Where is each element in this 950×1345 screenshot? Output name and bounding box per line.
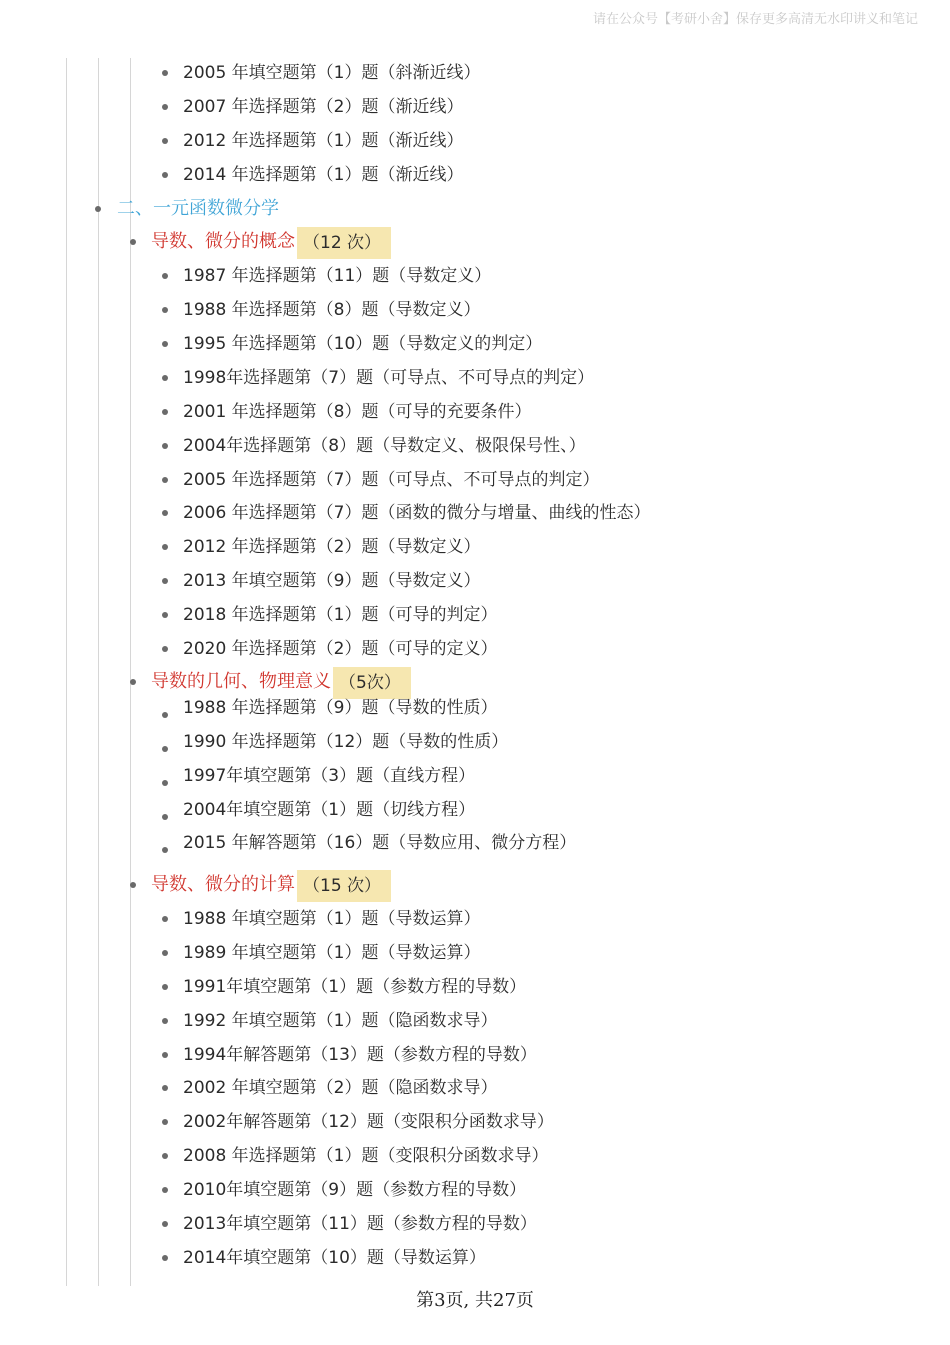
list-item: [183, 1175, 526, 1205]
list-item-text: 2018 年选择题第（1）题（可导的判定）: [183, 605, 498, 625]
bullet-icon: [162, 814, 168, 820]
bullet-icon: [162, 544, 168, 550]
list-item: [183, 1073, 497, 1103]
list-item: [183, 363, 594, 393]
bullet-icon: [162, 341, 168, 347]
bullet-icon: [162, 746, 168, 752]
list-item: [183, 828, 576, 858]
list-item-text: 1992 年填空题第（1）题（隐函数求导）: [183, 1011, 498, 1031]
topic-heading: [151, 870, 391, 900]
list-item-text: 1990 年选择题第（12）题（导数的性质）: [183, 732, 509, 752]
bullet-icon: [162, 510, 168, 516]
list-item-text: 1994年解答题第（13）题（参数方程的导数）: [183, 1045, 537, 1065]
bullet-icon: [162, 1018, 168, 1024]
bullet-icon: [162, 1221, 168, 1227]
bullet-icon: [162, 375, 168, 381]
topic-title: 导数、微分的概念: [151, 231, 295, 252]
list-item: [183, 634, 497, 664]
bullet-icon: [162, 916, 168, 922]
list-item-text: 2010年填空题第（9）题（参数方程的导数）: [183, 1180, 527, 1200]
list-item: [183, 261, 491, 291]
section-heading: [117, 194, 279, 224]
bullet-icon: [162, 1153, 168, 1159]
bullet-icon: [162, 138, 168, 144]
list-item: [183, 1209, 537, 1239]
list-item-text: 1995 年选择题第（10）题（导数定义的判定）: [183, 334, 543, 354]
list-item: [183, 329, 542, 359]
list-item: [183, 1006, 497, 1036]
bullet-icon: [162, 409, 168, 415]
count-badge: （5次）: [333, 667, 411, 699]
list-item: [183, 1243, 486, 1273]
list-item: [183, 532, 480, 562]
list-item-text: 2013 年填空题第（9）题（导数定义）: [183, 571, 481, 591]
bullet-icon: [130, 239, 136, 245]
bullet-icon: [162, 1187, 168, 1193]
list-item-text: 2015 年解答题第（16）题（导数应用、微分方程）: [183, 833, 577, 853]
list-item: [183, 126, 463, 156]
list-item-text: 2006 年选择题第（7）题（函数的微分与增量、曲线的性态）: [183, 503, 651, 523]
bullet-icon: [162, 172, 168, 178]
bullet-icon: [162, 780, 168, 786]
list-item-text: 1991年填空题第（1）题（参数方程的导数）: [183, 977, 527, 997]
bullet-icon: [162, 1255, 168, 1261]
list-item-text: 1989 年填空题第（1）题（导数运算）: [183, 943, 481, 963]
list-item: [183, 431, 586, 461]
section-title: 二、一元函数微分学: [117, 198, 279, 219]
list-item-text: 1998年选择题第（7）题（可导点、不可导点的判定）: [183, 368, 595, 388]
list-item-text: 2007 年选择题第（2）题（渐近线）: [183, 97, 464, 117]
list-item-text: 2012 年选择题第（2）题（导数定义）: [183, 537, 481, 557]
list-item-text: 2008 年选择题第（1）题（变限积分函数求导）: [183, 1146, 549, 1166]
bullet-icon: [95, 206, 101, 212]
bullet-icon: [162, 443, 168, 449]
bullet-icon: [130, 882, 136, 888]
topic-heading: [151, 227, 391, 257]
list-item: [183, 1107, 554, 1137]
topic-title: 导数、微分的计算: [151, 874, 295, 895]
bullet-icon: [162, 1085, 168, 1091]
list-item-text: 1988 年选择题第（9）题（导数的性质）: [183, 698, 498, 718]
list-item: [183, 795, 475, 825]
list-item: [183, 397, 531, 427]
bullet-icon: [162, 273, 168, 279]
bullet-icon: [162, 712, 168, 718]
list-item: [183, 295, 480, 325]
bullet-icon: [162, 1052, 168, 1058]
list-item-text: 1997年填空题第（3）题（直线方程）: [183, 766, 476, 786]
page-number: 第3页, 共27页: [416, 1290, 534, 1311]
list-item-text: 2001 年选择题第（8）题（可导的充要条件）: [183, 402, 532, 422]
topic-title: 导数的几何、物理意义: [151, 671, 331, 692]
list-item: [183, 972, 526, 1002]
watermark: 请在公众号【考研小舍】保存更多高清无水印讲义和笔记: [592, 12, 918, 27]
list-item: [183, 498, 650, 528]
list-item: [183, 600, 497, 630]
list-item: [183, 465, 599, 495]
list-item-text: 2012 年选择题第（1）题（渐近线）: [183, 131, 464, 151]
list-item-text: 2014年填空题第（10）题（导数运算）: [183, 1248, 486, 1268]
list-item: [183, 761, 475, 791]
list-item-text: 1988 年选择题第（8）题（导数定义）: [183, 300, 481, 320]
list-item-text: 2002 年填空题第（2）题（隐函数求导）: [183, 1078, 498, 1098]
count-badge: （12 次）: [297, 227, 391, 259]
bullet-icon: [162, 984, 168, 990]
bullet-icon: [162, 646, 168, 652]
list-item: [183, 92, 463, 122]
bullet-icon: [162, 307, 168, 313]
list-item: [183, 938, 480, 968]
list-item-text: 2004年选择题第（8）题（导数定义、极限保号性、）: [183, 436, 586, 456]
bullet-icon: [162, 578, 168, 584]
list-item-text: 2013年填空题第（11）题（参数方程的导数）: [183, 1214, 537, 1234]
list-item-text: 2005 年填空题第（1）题（斜渐近线）: [183, 63, 481, 83]
list-item-text: 2005 年选择题第（7）题（可导点、不可导点的判定）: [183, 470, 600, 490]
list-item-text: 1988 年填空题第（1）题（导数运算）: [183, 909, 481, 929]
bullet-icon: [162, 1119, 168, 1125]
list-item-text: 2002年解答题第（12）题（变限积分函数求导）: [183, 1112, 554, 1132]
list-item: [183, 693, 497, 723]
bullet-icon: [162, 477, 168, 483]
list-item-text: 2004年填空题第（1）题（切线方程）: [183, 800, 476, 820]
bullet-icon: [162, 950, 168, 956]
bullet-icon: [162, 70, 168, 76]
list-item: [183, 566, 480, 596]
list-item: [183, 58, 480, 88]
count-badge: （15 次）: [297, 870, 391, 902]
list-item: [183, 1040, 537, 1070]
list-item: [183, 160, 463, 190]
bullet-icon: [162, 847, 168, 853]
bullet-icon: [162, 612, 168, 618]
list-item: [183, 904, 480, 934]
list-item: [183, 1141, 548, 1171]
list-item-text: 2020 年选择题第（2）题（可导的定义）: [183, 639, 498, 659]
list-item-text: 1987 年选择题第（11）题（导数定义）: [183, 266, 492, 286]
bullet-icon: [130, 679, 136, 685]
bullet-icon: [162, 104, 168, 110]
indent-guide: [98, 58, 99, 1286]
list-item-text: 2014 年选择题第（1）题（渐近线）: [183, 165, 464, 185]
indent-guide: [66, 58, 67, 1286]
list-item: [183, 727, 508, 757]
